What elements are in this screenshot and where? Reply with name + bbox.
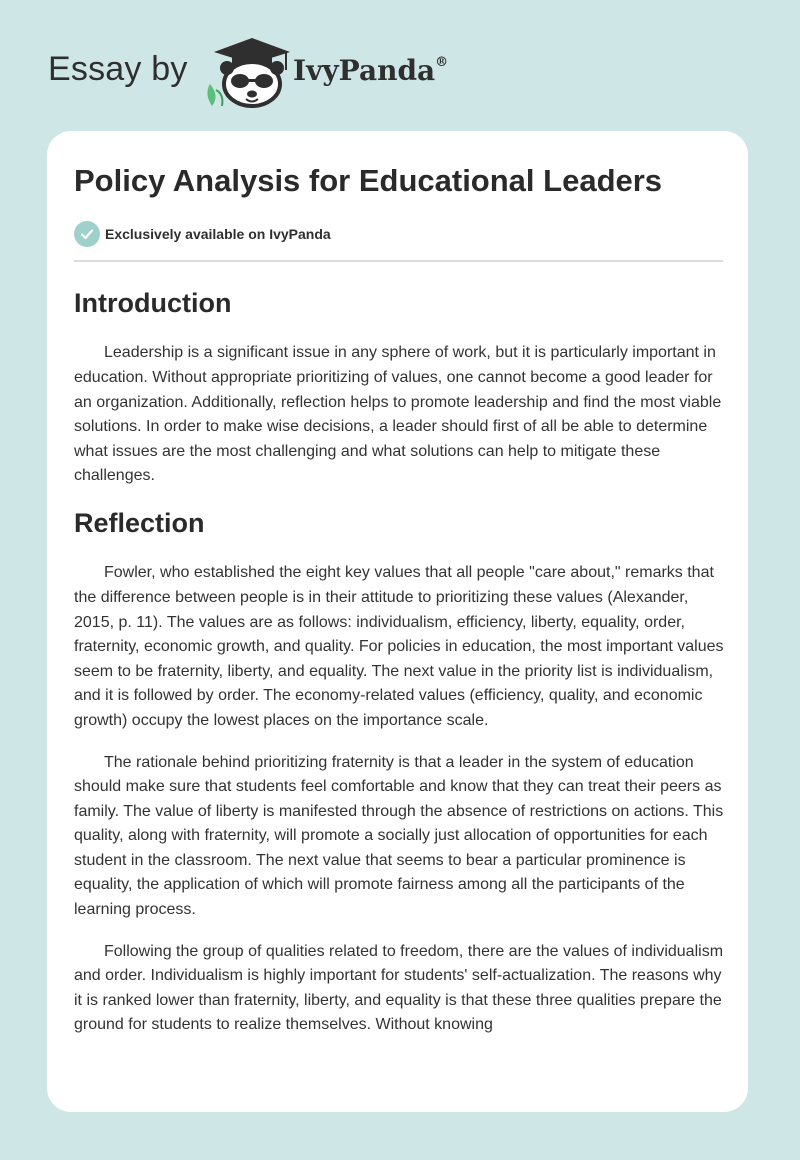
- registered-mark: ®: [435, 54, 449, 70]
- section-heading-introduction: Introduction: [74, 288, 232, 318]
- paragraph: Fowler, who established the eight key values that all people "care about," remarks that the difference between people is in their attitude to prioritizing these values (Alexander, 2015, p. 11). The values are as follows: individualism, efficiency, liberty, equality, order, fraternity, economic growth, and quality. For policies in education, the most important values seem to be fraternity, liberty, and equality. The next value in the priority list is individualism, and it is followed by order. The economy-related values (efficiency, quality, and economic growth) occupy the lowest places on the importance scale.: [74, 564, 724, 729]
- panda-logo-icon: [202, 34, 302, 110]
- essay-card: [47, 131, 748, 1112]
- paragraph: Following the group of qualities related to freedom, there are the values of individualism and order. Individualism is highly important for students' self-actualization. The reasons why it is ranked lower than fraternity, liberty, and equality is that these three qualities prepare the ground for students to realize themselves. Without knowing: [74, 942, 724, 1034]
- brand-name: IvyPanda®: [293, 54, 449, 87]
- divider: [74, 260, 723, 262]
- exclusive-badge: [74, 221, 331, 247]
- exclusive-label: Exclusively available on IvyPanda: [105, 226, 331, 242]
- essay-by-label: Essay by: [48, 50, 188, 88]
- check-icon: [74, 221, 100, 247]
- paragraph: Leadership is a significant issue in any sphere of work, but it is particularly important in education. Without appropriate prioritizing of values, one cannot become a good leader for an organization. Additionally, reflection helps to promote leadership and find the most viable solutions. In order to make wise decisions, a leader should first of all be able to determine what issues are the most challenging and what solutions can help to mitigate these challenges.: [74, 344, 722, 485]
- paragraph: The rationale behind prioritizing fraternity is that a leader in the system of education should make sure that students feel comfortable and know that they can treat their peers as family. The value of liberty is manifested through the absence of restrictions on actions. This quality, along with fraternity, will promote a socially just allocation of opportunities for each student in the classroom. The next value that seems to bear a particular prominence is equality, the application of which will promote fairness among all the participants of the learning process.: [74, 753, 724, 919]
- page-title: Policy Analysis for Educational Leaders: [74, 163, 663, 198]
- section-heading-reflection: Reflection: [74, 507, 205, 538]
- article-body: [74, 281, 728, 1038]
- site-header: [48, 34, 548, 114]
